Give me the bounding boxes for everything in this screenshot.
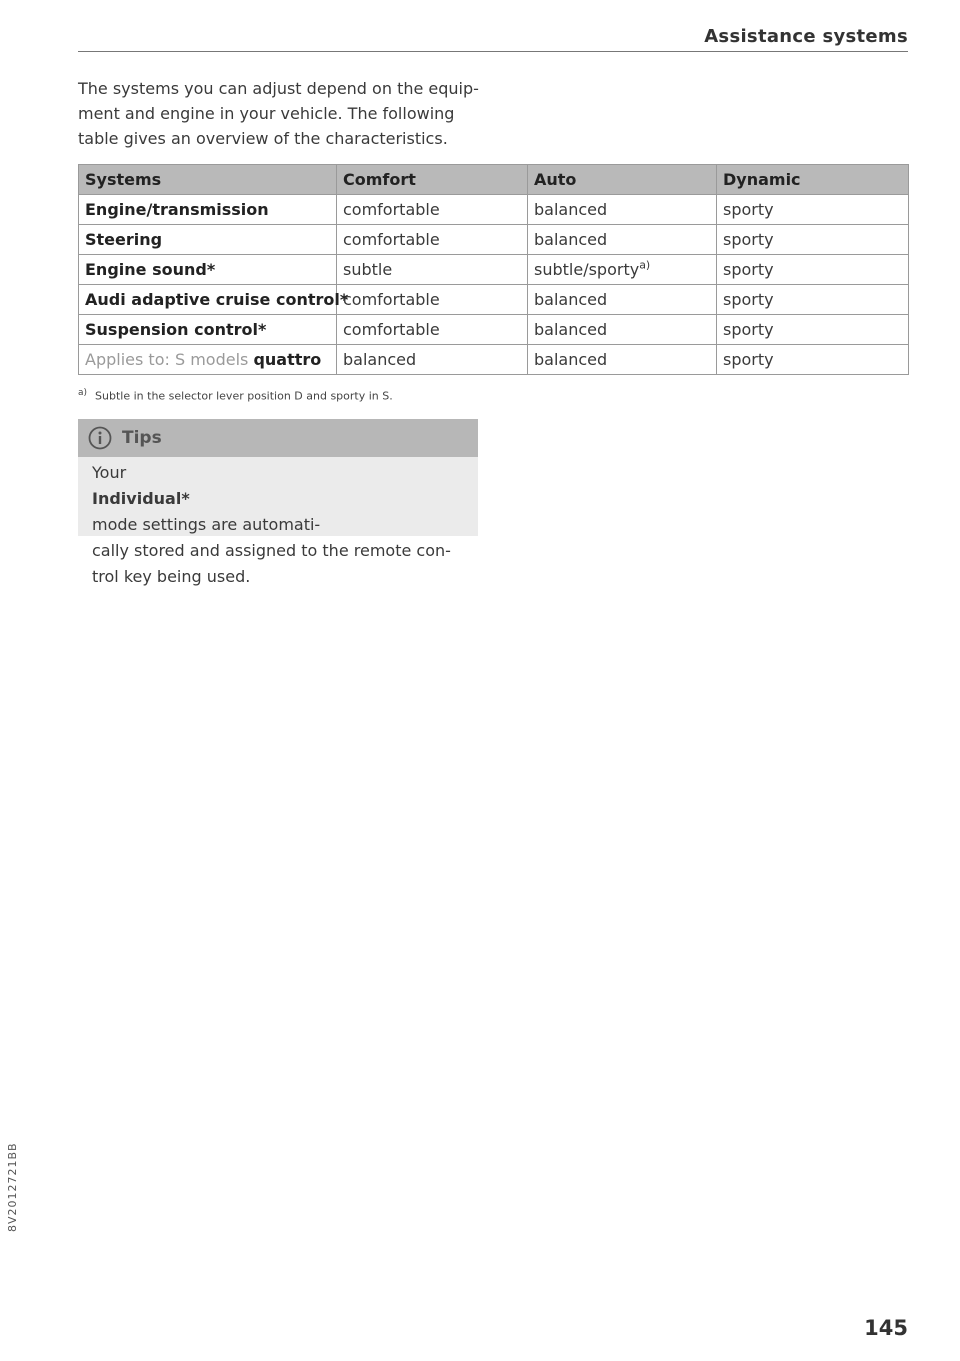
- intro-line: The systems you can adjust depend on the equip-: [78, 79, 479, 98]
- page-number: 145: [864, 1316, 908, 1340]
- dynamic-cell: sporty: [717, 315, 909, 345]
- auto-cell: balanced: [528, 195, 717, 225]
- auto-cell: balanced: [528, 315, 717, 345]
- auto-value: subtle/sporty: [534, 260, 640, 279]
- dynamic-cell: sporty: [717, 345, 909, 375]
- dynamic-cell: sporty: [717, 195, 909, 225]
- table-row: [79, 255, 909, 285]
- table-row: [79, 315, 909, 345]
- intro-line: ment and engine in your vehicle. The following: [78, 104, 455, 123]
- document-code: 8V2012721BB: [6, 1142, 19, 1232]
- table-row: [79, 345, 909, 375]
- table-header-row: [79, 165, 909, 195]
- individual-mode-term: Individual*: [92, 489, 190, 508]
- info-icon: [88, 426, 112, 450]
- drive-modes-table: [78, 164, 909, 375]
- system-cell: Audi adaptive cruise control*: [79, 285, 337, 315]
- tips-line: [92, 460, 472, 538]
- tips-text-segment: mode settings are automati-: [92, 515, 321, 534]
- comfort-cell: comfortable: [337, 195, 528, 225]
- system-name: quattro: [253, 350, 322, 369]
- dynamic-cell: sporty: [717, 285, 909, 315]
- tips-text-segment: Your: [92, 463, 127, 482]
- footnote-ref: a): [639, 258, 651, 272]
- system-cell: Steering: [79, 225, 337, 255]
- dynamic-cell: sporty: [717, 225, 909, 255]
- comfort-cell: comfortable: [337, 315, 528, 345]
- comfort-cell: comfortable: [337, 285, 528, 315]
- system-cell: [79, 345, 337, 375]
- auto-cell: [528, 255, 717, 285]
- intro-line: table gives an overview of the characteristics.: [78, 129, 448, 148]
- intro-paragraph: [78, 76, 488, 151]
- tips-box: [78, 419, 478, 586]
- auto-cell: balanced: [528, 345, 717, 375]
- table-row: [79, 225, 909, 255]
- col-header-comfort: Comfort: [337, 165, 528, 195]
- table-row: [79, 195, 909, 225]
- applies-to-prefix: Applies to: S models: [85, 350, 254, 369]
- table-footnote: [78, 388, 393, 403]
- auto-cell: balanced: [528, 285, 717, 315]
- col-header-auto: Auto: [528, 165, 717, 195]
- system-cell: Engine/transmission: [79, 195, 337, 225]
- auto-cell: balanced: [528, 225, 717, 255]
- header-divider: [78, 51, 908, 52]
- comfort-cell: subtle: [337, 255, 528, 285]
- tips-header: [78, 419, 478, 457]
- col-header-systems: Systems: [79, 165, 337, 195]
- tips-line: trol key being used.: [92, 567, 251, 586]
- section-title: Assistance systems: [704, 26, 908, 47]
- comfort-cell: comfortable: [337, 225, 528, 255]
- system-cell: Engine sound*: [79, 255, 337, 285]
- tips-title: Tips: [122, 428, 162, 448]
- comfort-cell: balanced: [337, 345, 528, 375]
- col-header-dynamic: Dynamic: [717, 165, 909, 195]
- table-row: [79, 285, 909, 315]
- footnote-text: Subtle in the selector lever position D and sporty in S.: [95, 389, 393, 403]
- footnote-mark: a): [78, 388, 88, 398]
- system-cell: Suspension control*: [79, 315, 337, 345]
- dynamic-cell: sporty: [717, 255, 909, 285]
- tips-text: [92, 460, 472, 590]
- tips-line: cally stored and assigned to the remote con-: [92, 541, 451, 560]
